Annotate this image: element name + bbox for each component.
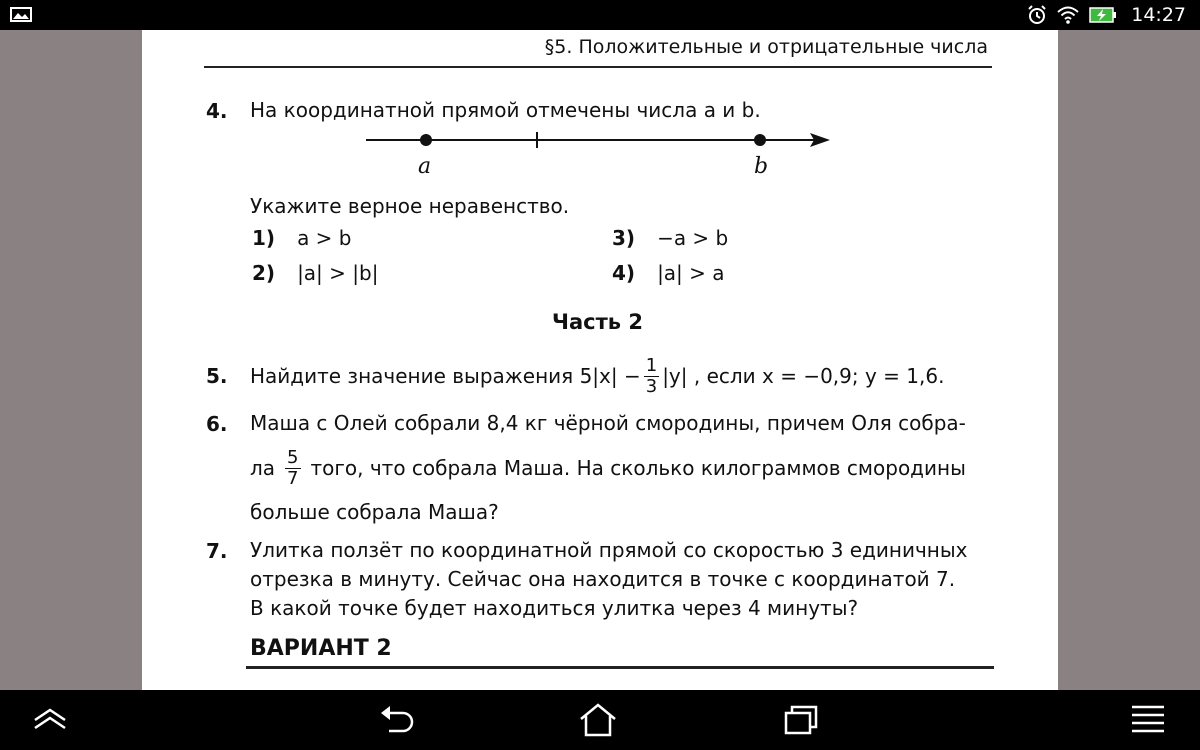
- recent-apps-button[interactable]: [782, 702, 822, 738]
- menu-button[interactable]: [1128, 702, 1168, 738]
- collapse-button[interactable]: [30, 702, 70, 738]
- recent-apps-icon: [782, 703, 822, 737]
- option-3: 3) −a > b: [612, 226, 729, 250]
- question-6-line-2: ла $\frac{5}{7}$ того, что собрала Маша. На сколько килограммов смородины: [250, 446, 966, 489]
- back-button[interactable]: [377, 702, 417, 738]
- variant-title: ВАРИАНТ 2: [250, 636, 392, 661]
- fraction-1-3: $\frac{1}{3}$: [645, 354, 658, 397]
- point-b: [754, 134, 766, 146]
- collapse-icon: [31, 706, 69, 734]
- alarm-icon: [1027, 5, 1047, 25]
- variant-divider: [246, 666, 994, 669]
- question-5-text: Найдите значение выражения 5|x| − $\frac{1}{3}$ |y| , если x = −0,9; y = 1,6.: [250, 354, 945, 397]
- page-header: §5. Положительные и отрицательные числа: [544, 36, 988, 58]
- part-2-title: Часть 2: [552, 310, 643, 334]
- home-icon: [578, 703, 618, 737]
- question-7-line-2: отрезка в минуту. Сейчас она находится в точке с координатой 7.: [250, 567, 956, 591]
- question-7-line-1: Улитка ползёт по координатной прямой со скоростью 3 единичных: [250, 538, 968, 562]
- battery-charging-icon: [1089, 6, 1117, 24]
- point-a: [420, 134, 432, 146]
- label-b: b: [754, 154, 769, 179]
- menu-icon: [1128, 703, 1168, 737]
- navigation-bar: [0, 690, 1200, 750]
- home-button[interactable]: [578, 702, 618, 738]
- header-divider: [204, 66, 992, 68]
- wifi-icon: [1057, 6, 1079, 24]
- question-7-number: 7.: [206, 539, 228, 563]
- option-4: 4) |a| > a: [612, 261, 725, 285]
- label-a: a: [418, 154, 432, 179]
- back-icon: [377, 703, 417, 737]
- question-4-prompt: Укажите верное неравенство.: [250, 194, 570, 218]
- question-6-line-1: Маша с Олей собрали 8,4 кг чёрной смородины, причем Оля собра-: [250, 411, 966, 435]
- question-7-line-3: В какой точке будет находиться улитка через 4 минуты?: [250, 596, 859, 620]
- option-1: 1) a > b: [252, 226, 352, 250]
- document-page[interactable]: [142, 30, 1058, 690]
- clock: 14:27: [1131, 4, 1186, 26]
- question-6-line-3: больше собрала Маша?: [250, 500, 499, 524]
- question-6-number: 6.: [206, 412, 228, 436]
- question-4-number: 4.: [206, 99, 228, 123]
- question-4-text: На координатной прямой отмечены числа a и b.: [250, 98, 761, 122]
- question-5-number: 5.: [206, 364, 228, 388]
- fraction-5-7: $\frac{5}{7}$: [287, 446, 299, 489]
- gallery-icon: [10, 7, 32, 22]
- option-2: 2) |a| > |b|: [252, 261, 379, 285]
- status-bar: [0, 0, 1200, 30]
